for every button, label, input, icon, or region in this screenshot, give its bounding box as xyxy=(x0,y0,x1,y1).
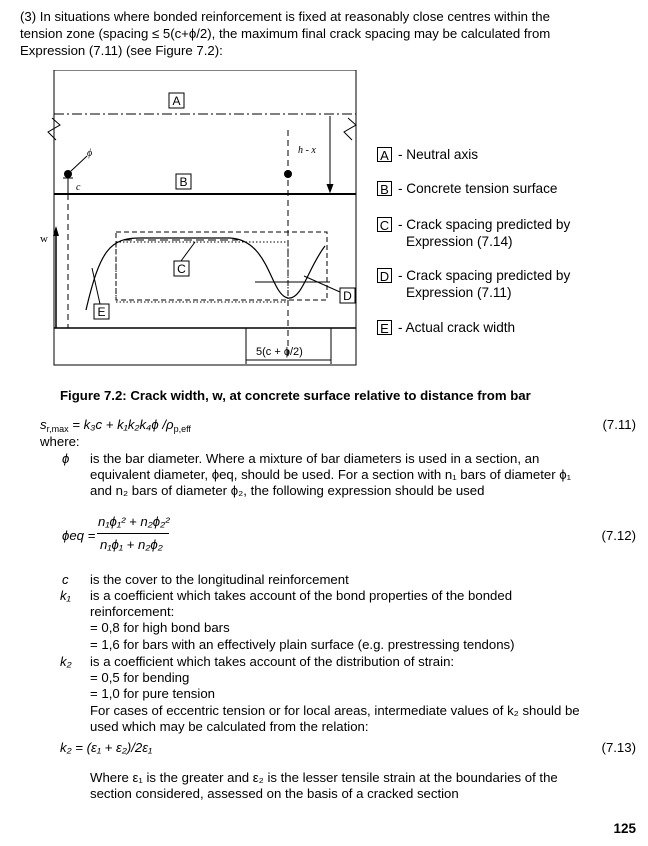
figure-caption: Figure 7.2: Crack width, w, at concrete surface relative to distance from bar xyxy=(60,388,531,403)
intro-line-3: Expression (7.11) (see Figure 7.2): xyxy=(20,43,223,58)
eq712-lhs: ϕeq = xyxy=(62,528,96,543)
eq713-number: (7.13) xyxy=(601,740,636,755)
legend-key-b: B xyxy=(377,181,392,196)
figure-7-2-diagram xyxy=(40,70,370,370)
intro-line-1: (3) In situations where bonded reinforcement is fixed at reasonably close centres within the xyxy=(20,9,550,24)
eq711-rhs: = k₃c + k₁k₂k₄ϕ /ρ xyxy=(68,417,174,432)
def-phi xyxy=(90,451,571,500)
eq712-numerator: n₁ϕ₁² + n₂ϕ₂² xyxy=(98,514,170,529)
def-k1-symbol: k₁ xyxy=(60,588,71,603)
equation-7-11 xyxy=(40,417,191,434)
intro-paragraph xyxy=(20,8,640,59)
legend-text-a: - Neutral axis xyxy=(398,147,479,162)
legend-key-e: E xyxy=(377,320,392,335)
legend-item-b xyxy=(377,180,557,197)
def-k1-line-1: is a coefficient which takes account of the bond properties of the bonded xyxy=(90,588,513,603)
legend-item-d xyxy=(377,267,570,301)
label-d: D xyxy=(343,289,352,303)
spacing-label: 5(c + ϕ/2) xyxy=(256,346,303,358)
legend-key-c: C xyxy=(377,217,392,232)
legend-key-a: A xyxy=(377,147,392,162)
legend-key-d: D xyxy=(377,268,392,283)
def-phi-line-2: equivalent diameter, ϕeq, should be used. For a section with n₁ bars of diameter ϕ₁ xyxy=(90,467,572,483)
hx-label: h - x xyxy=(298,145,316,156)
def-phi-symbol: ϕ xyxy=(62,451,70,466)
final-line-2: section considered, assessed on the basis of a cracked section xyxy=(90,786,459,802)
def-k2 xyxy=(90,654,580,735)
def-k2-line-2: = 0,5 for bending xyxy=(90,670,190,686)
def-k1-line-3: = 0,8 for high bond bars xyxy=(90,620,230,636)
w-axis-label: w xyxy=(40,233,48,245)
page-number: 125 xyxy=(613,821,636,836)
intro-line-2: tension zone (spacing ≤ 5(c+ϕ/2), the maximum final crack spacing may be calculated from xyxy=(20,26,551,41)
legend-text-d-2: Expression (7.11) xyxy=(406,285,512,300)
legend-text-d-1: - Crack spacing predicted by xyxy=(398,268,571,283)
legend-text-e: - Actual crack width xyxy=(398,320,516,335)
legend-item-c xyxy=(377,216,570,250)
legend-item-a xyxy=(377,146,478,163)
label-c: C xyxy=(177,262,186,276)
eq712-denominator: n₁ϕ₁ + n₂ϕ₂ xyxy=(100,537,163,552)
right-break-symbol xyxy=(344,118,356,140)
def-phi-line-3: and n₂ bars of diameter ϕ₂, the following expression should be used xyxy=(90,483,485,499)
equation-7-13: k₂ = (ε₁ + ε₂)/2ε₁ xyxy=(60,740,153,755)
phi-arrow xyxy=(71,156,87,171)
final-line-1: Where ε₁ is the greater and ε₂ is the lesser tensile strain at the boundaries of the xyxy=(90,770,558,785)
rebar-left xyxy=(64,170,72,178)
def-k2-line-4: For cases of eccentric tension or for local areas, intermediate values of k₂ should be xyxy=(90,702,580,718)
crack-spacing-7-11-box xyxy=(116,242,288,302)
def-k1 xyxy=(90,588,515,653)
def-c: is the cover to the longitudinal reinforcement xyxy=(90,572,349,587)
legend-item-e xyxy=(377,319,515,336)
where-label: where: xyxy=(40,434,80,449)
label-a: A xyxy=(172,94,181,108)
eq712-fraction-bar xyxy=(97,533,169,534)
eq711-lhs-sub: r,max xyxy=(46,424,69,434)
legend-text-b: - Concrete tension surface xyxy=(398,181,558,196)
def-k2-line-3: = 1,0 for pure tension xyxy=(90,686,215,702)
label-b: B xyxy=(179,175,188,189)
def-c-symbol: c xyxy=(62,572,69,587)
def-k2-line-1: is a coefficient which takes account of the distribution of strain: xyxy=(90,654,455,669)
eq711-lhs: s xyxy=(40,417,47,432)
cover-label: c xyxy=(76,182,81,193)
crack-width-curve xyxy=(86,238,325,310)
phi-label: ϕ xyxy=(87,148,93,159)
def-k2-symbol: k₂ xyxy=(60,654,72,669)
label-e: E xyxy=(97,305,106,319)
legend-text-c-1: - Crack spacing predicted by xyxy=(398,217,571,232)
eq711-number: (7.11) xyxy=(602,417,636,432)
def-k1-line-4: = 1,6 for bars with an effectively plain surface (e.g. prestressing tendons) xyxy=(90,636,515,652)
eq711-rhs-sub: p,eff xyxy=(173,424,191,434)
def-k1-line-2: reinforcement: xyxy=(90,604,175,620)
final-paragraph xyxy=(90,770,558,802)
legend-text-c-2: Expression (7.14) xyxy=(406,234,513,249)
def-phi-line-1: is the bar diameter. Where a mixture of bar diameters is used in a section, an xyxy=(90,451,540,466)
eq712-number: (7.12) xyxy=(601,528,636,543)
def-k2-line-5: used which may be calculated from the relation: xyxy=(90,718,369,734)
